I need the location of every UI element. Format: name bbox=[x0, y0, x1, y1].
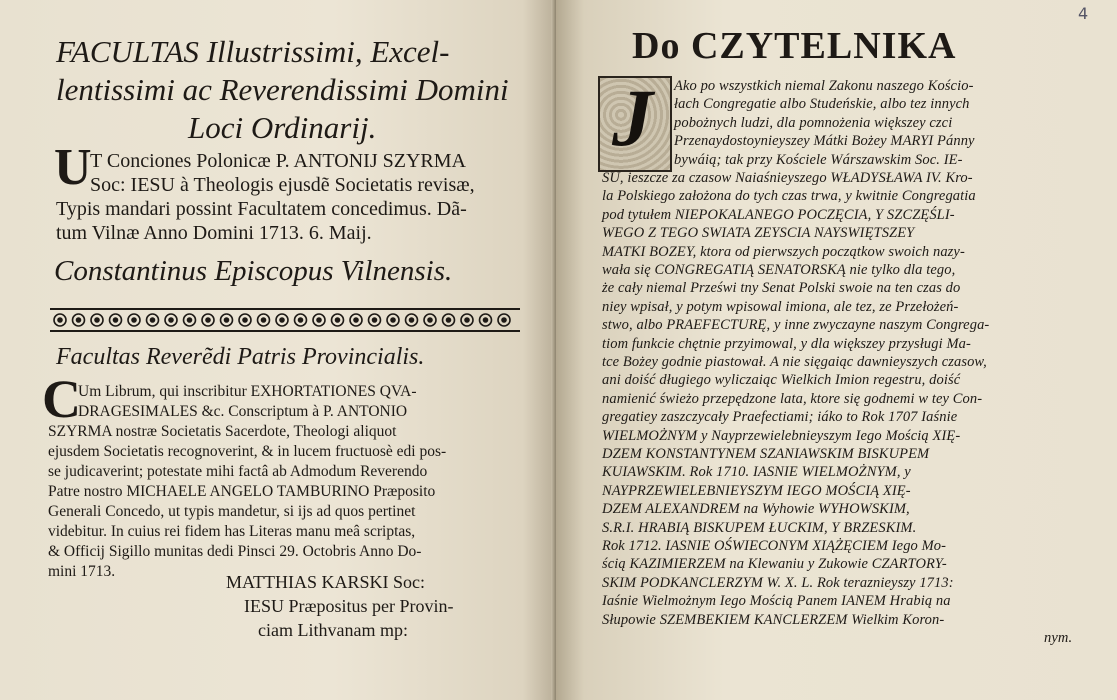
right-line-25: S.R.I. HRABIĄ BISKUPEM ŁUCKIM, Y BRZESKIM. bbox=[602, 519, 917, 536]
approval2-line-7: Generali Concedo, ut typis mandetur, si ijs ad quos pertinet bbox=[48, 503, 416, 520]
right-line-10: MATKI BOZEY, ktora od pierwszych początkow swoich nazy- bbox=[602, 243, 965, 260]
approval2-dropcap: C bbox=[42, 369, 81, 429]
right-line-29: Iaśnie Wielmożnym Iego Mością Panem IANEM Hrabią na bbox=[602, 593, 951, 610]
approval1-dropcap: U bbox=[54, 139, 92, 196]
title-line-2: lentissimi ac Reverendissimi Domini bbox=[56, 72, 509, 107]
right-line-15: tiom funkcie chętnie przyimowal, y dla większey przysługi Ma- bbox=[602, 335, 971, 352]
right-line-9: WEGO Z TEGO SWIATA ZEYSCIA NAYSWIĘTSZEY bbox=[602, 225, 915, 242]
ornamental-rule bbox=[50, 307, 520, 333]
right-line-14: stwo, albo PRAEFECTURĘ, y inne zwyczayne naszym Congrega- bbox=[602, 317, 990, 334]
approval1-line-3: Typis mandari possint Facultatem concedimus. Dã- bbox=[56, 198, 467, 220]
right-dropcap: J bbox=[612, 72, 653, 163]
right-line-16: tce Bożey godnie piastował. A nie sięgaiąc dawnieyszych czasow, bbox=[602, 354, 987, 370]
right-line-18: namienić świeżo przepędzone lata, ktore się godnemi w tey Con- bbox=[602, 390, 983, 407]
approval1-line-4: tum Vilnæ Anno Domini 1713. 6. Maij. bbox=[56, 222, 372, 244]
approval2-line-10: mini 1713. bbox=[48, 563, 116, 580]
right-line-19: gregatiey zaszczycały Praefectiami; iáko to Rok 1707 Iaśnie bbox=[602, 409, 958, 426]
approval2-line-4: ejusdem Societatis recognoverint, & in lucem fructuosè edi pos- bbox=[48, 443, 447, 460]
right-line-27: ścią KAZIMIERZEM na Klewaniu y Zukowie CZARTORY- bbox=[602, 556, 947, 573]
right-line-3: pobożnych ludzi, dla pomnożenia większey czci bbox=[674, 114, 953, 131]
right-line-24: DZEM ALEXANDREM na Wyhowie WYHOWSKIM, bbox=[602, 501, 910, 518]
right-line-23: NAYPRZEWIELEBNIEYSZYM IEGO MOŚCIĄ XIĘ- bbox=[602, 482, 911, 499]
signature-provincial-1: MATTHIAS KARSKI Soc: bbox=[226, 572, 426, 592]
provincial-heading: Facultas Reverẽdi Patris Provincialis. bbox=[56, 344, 425, 370]
right-line-11: wała się CONGREGATIĄ SENATORSKĄ nie tylko dla tego, bbox=[602, 262, 956, 278]
right-line-22: KUIAWSKIM. Rok 1710. IASNIE WIELMOŻNYM, y bbox=[602, 464, 911, 481]
right-line-20: WIELMOŻNYM y Nayprzewielebnieyszym Iego Mością XIĘ- bbox=[602, 427, 961, 444]
approval2-line-1: Um Librum, qui inscribitur EXHORTATIONES QVA- bbox=[78, 383, 417, 400]
right-line-12: że cały niemal Prześwi tny Senat Polski swoie na ten czas do bbox=[602, 280, 961, 297]
approval2-line-9: & Officij Sigillo munitas dedi Pinsci 29. Octobris Anno Do- bbox=[48, 543, 422, 560]
right-line-2: łach Congregatie albo Studeńskie, albo tez innych bbox=[674, 96, 970, 113]
right-line-5: bywáią; tak przy Kościele Wárszawskim Soc. IE- bbox=[674, 151, 963, 168]
title-line-3: Loci Ordinarij. bbox=[188, 110, 377, 145]
right-line-30: Słupowie SZEMBEKIEM KANCLERZEM Wielkim Koron- bbox=[602, 611, 945, 628]
right-page bbox=[556, 0, 1117, 700]
right-heading: Do CZYTELNIKA bbox=[632, 25, 957, 67]
right-line-7: la Polskiego założona do tych czas trwa, y kwitnie Congregatia bbox=[602, 188, 976, 205]
right-line-21: DZEM KONSTANTYNEM SZANIAWSKIM BISKUPEM bbox=[602, 446, 930, 462]
right-line-17: ani doiść długiego wyliczaiąc Wielkich Imion regestru, doiść bbox=[602, 372, 961, 389]
title-line-1: FACULTAS Illustrissimi, Excel- bbox=[56, 34, 450, 69]
left-page bbox=[0, 0, 556, 700]
approval1-line-2: Soc: IESU à Theologis ejusdẽ Societatis revisæ, bbox=[90, 174, 475, 196]
right-line-8: pod tytułem NIEPOKALANEGO POCZĘCIA, Y SZCZĘŚLI- bbox=[602, 206, 955, 223]
right-line-26: Rok 1712. IASNIE OŚWIECONYM XIĄŻĘCIEM Iego Mo- bbox=[602, 538, 947, 554]
approval2-line-5: se judicaverint; potestate mihi factâ ab Admodum Reverendo bbox=[48, 463, 428, 480]
signature-provincial-3: ciam Lithvanam mp: bbox=[258, 620, 408, 640]
signature-bishop: Constantinus Episcopus Vilnensis. bbox=[54, 255, 453, 287]
right-line-13: niey wpisał, y potym wpisowal imiona, ale tez, ze Przełożeń- bbox=[602, 298, 959, 315]
right-line-1: Ako po wszystkich niemal Zakonu naszego Kościo- bbox=[674, 78, 974, 94]
approval1-line-1: T Conciones Polonicæ P. ANTONIJ SZYRMA bbox=[90, 150, 466, 172]
approval2-line-8: videbitur. In cuius rei fidem has Literas manu meâ scriptas, bbox=[48, 523, 416, 540]
approval2-line-6: Patre nostro MICHAELE ANGELO TAMBURINO Præposito bbox=[48, 483, 436, 500]
right-line-28: SKIM PODKANCLERZYM W. X. L. Rok teraznieyszy 1713: bbox=[602, 574, 954, 591]
right-line-4: Przenaydostoynieyszey Mátki Bożey MARYI Pánny bbox=[674, 133, 975, 150]
approval2-line-3: SZYRMA nostræ Societatis Sacerdote, Theologi aliquot bbox=[48, 423, 397, 440]
right-line-6: SU, ieszcze za czasow Naiaśnieyszego WŁADYSŁAWA IV. Kro- bbox=[602, 170, 973, 186]
page-number: 4 bbox=[1078, 4, 1089, 23]
right-line-31: nym. bbox=[1044, 630, 1073, 646]
approval2-line-2: DRAGESIMALES &c. Conscriptum à P. ANTONIO bbox=[78, 403, 408, 420]
signature-provincial-2: IESU Præpositus per Provin- bbox=[244, 596, 454, 616]
